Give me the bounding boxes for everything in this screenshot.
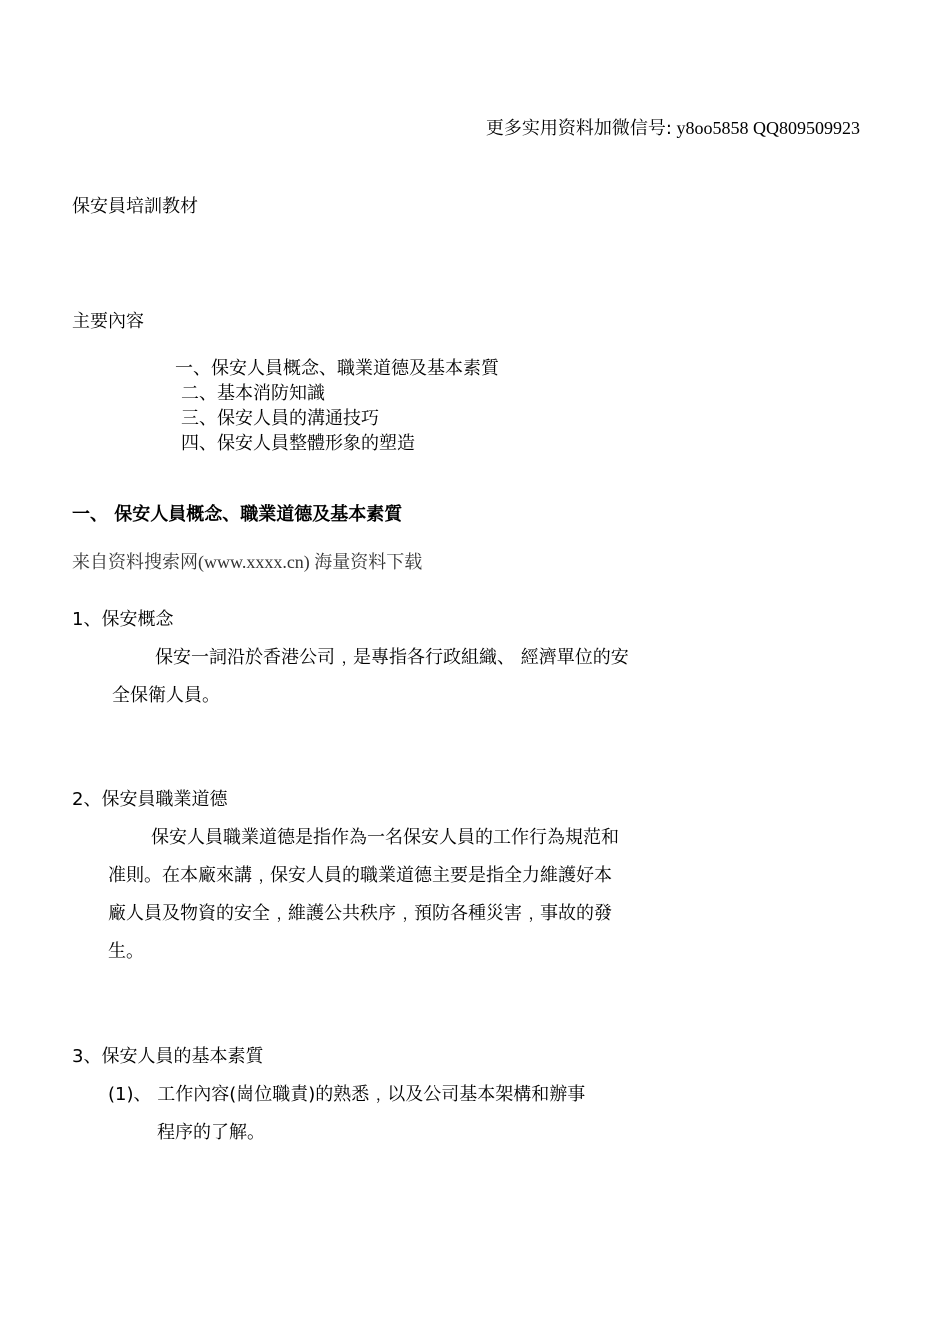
subsection-2-heading: 2、保安員職業道德 — [72, 789, 228, 810]
subsection-2-line-2: 准則。在本廠來講﹐保安人員的職業道德主要是指全力維護好本 — [108, 865, 612, 886]
source-line: 来自资料搜索网(www.xxxx.cn) 海量资料下载 — [72, 552, 423, 572]
subsection-2-line-4: 生。 — [108, 941, 144, 962]
toc-item-3: 三、保安人員的溝通技巧 — [181, 408, 379, 429]
subsection-3-heading: 3、保安人員的基本素質 — [72, 1046, 264, 1067]
subsection-2-line-3: 廠人員及物資的安全﹐維護公共秩序﹐預防各種災害﹐事故的發 — [108, 903, 612, 924]
document-title: 保安員培訓教材 — [72, 196, 198, 217]
subsection-1-line-1: 保安一詞沿於香港公司﹐是專指各行政組織、 經濟單位的安 — [155, 647, 629, 668]
subsection-3-line-2: 程序的了解。 — [157, 1122, 265, 1143]
header-note-prefix: 更多实用资料加微信号: — [485, 118, 672, 139]
subsection-2-line-1: 保安人員職業道德是指作為一名保安人員的工作行為規范和 — [151, 827, 619, 848]
header-contact-note — [486, 119, 860, 138]
toc-item-2: 二、基本消防知識 — [181, 383, 325, 404]
subsection-1-heading: 1、保安概念 — [72, 609, 174, 630]
header-note-contact: y8oo5858 QQ809509923 — [672, 118, 860, 138]
toc-item-4: 四、保安人員整體形象的塑造 — [181, 433, 415, 454]
section-1-heading: 一、 保安人員概念、職業道德及基本素質 — [72, 504, 403, 525]
toc-item-1: 一、保安人員概念、職業道德及基本素質 — [175, 358, 499, 379]
contents-heading: 主要內容 — [72, 311, 144, 332]
subsection-3-line-1: (1)、 工作內容(崗位職責)的熟悉﹐以及公司基本架構和辦事 — [108, 1084, 586, 1105]
subsection-1-line-2: 全保衛人員。 — [112, 685, 220, 706]
